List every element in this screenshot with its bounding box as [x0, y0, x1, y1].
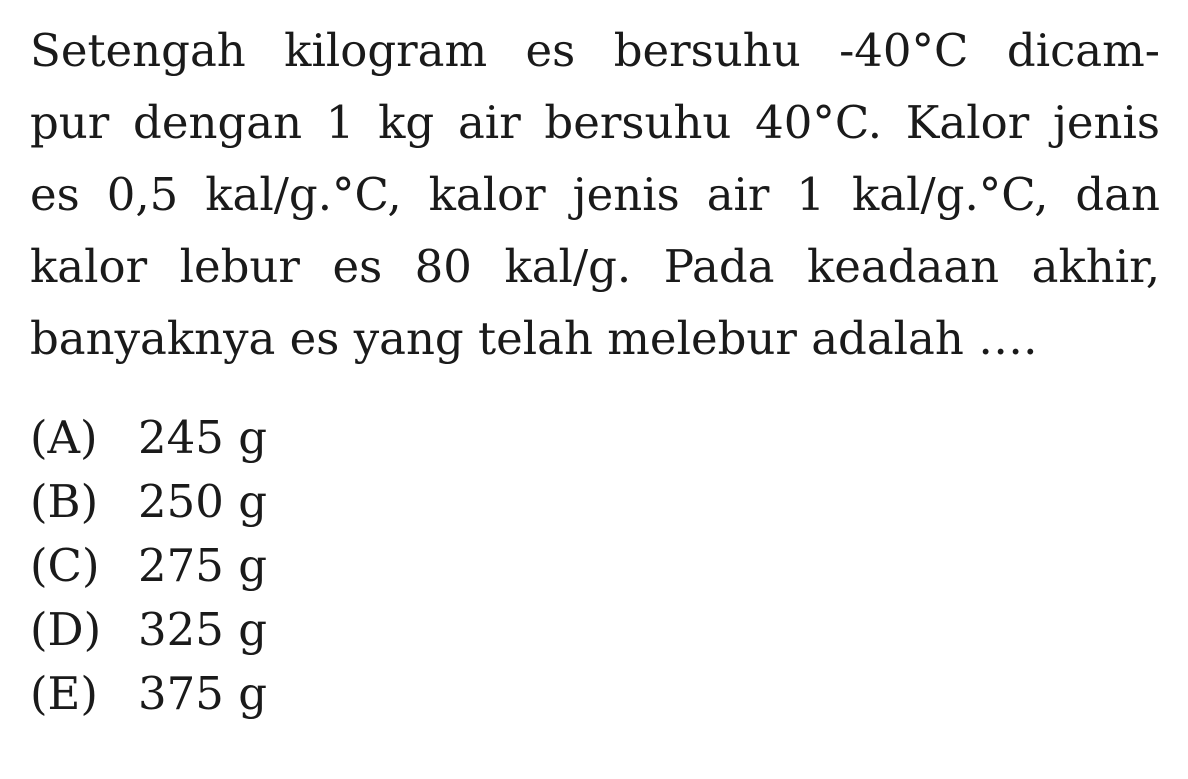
option-value: 325 g — [138, 602, 268, 656]
option-letter: (A) — [30, 410, 98, 464]
question-line: kalor lebur es 80 kal/g. Pada keadaan akhir, — [30, 240, 1160, 293]
question-line: pur dengan 1 kg air bersuhu 40°C. Kalor jenis — [30, 96, 1160, 149]
option-d[interactable] — [30, 597, 267, 661]
option-c[interactable] — [30, 533, 267, 597]
question-line: Setengah kilogram es bersuhu -40°C dicam- — [30, 24, 1160, 77]
option-letter: (D) — [30, 602, 102, 656]
question-text — [30, 15, 1160, 375]
option-letter: (C) — [30, 538, 100, 592]
option-letter: (E) — [30, 666, 98, 720]
question-line: banyaknya es yang telah melebur adalah …. — [30, 312, 1038, 365]
option-value: 275 g — [138, 538, 268, 592]
option-b[interactable] — [30, 469, 267, 533]
option-value: 375 g — [138, 666, 268, 720]
answer-options — [30, 405, 267, 725]
option-a[interactable] — [30, 405, 267, 469]
option-letter: (B) — [30, 474, 99, 528]
option-value: 245 g — [138, 410, 268, 464]
option-value: 250 g — [138, 474, 268, 528]
question-line: es 0,5 kal/g.°C, kalor jenis air 1 kal/g.°C, dan — [30, 168, 1160, 221]
option-e[interactable] — [30, 661, 267, 725]
